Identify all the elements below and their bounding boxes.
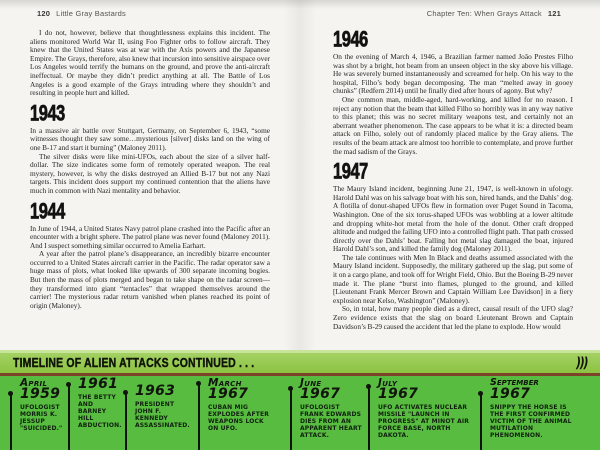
right-page-body [333, 29, 573, 331]
timeline-entry [366, 378, 478, 450]
entry-description: UFO ACTIVATES NUCLEAR MISSILE "LAUNCH IN PROGRESS" AT MINOT AIR FORCE BASE, NORTH DAKOTA. [378, 403, 470, 439]
entry-content [490, 378, 580, 450]
timeline-entries [0, 376, 600, 450]
left-page-header [30, 9, 270, 18]
body-paragraph: One common man, middle-aged, hard-working, and killed for no reason. I reject any notion that the beam that killed Filho so horribly was in any way native to this planet; this was no secret military weapons test, and certainly not an aberrant weather phenomenon. The case appears to be what it is: a directed beam attack on Filho, solely out of randomly placed malice by the Gray aliens. The results of the beam attack are almost too horrible to contemplate, and prove further the mad sadism of the Grays. [333, 94, 573, 156]
pin-line [480, 395, 482, 450]
body-paragraph: The Maury Island incident, beginning June 21, 1947, is well-known in ufology. Harold Dahl was on his salvage boat with his son, hired hands, and the Dahls’ dog. A flotilla of donut-shaped UFOs flew in formation over Puget Sound in Tacoma, Washington. One of the six torus-shaped UFOs was wobbling at a lower altitude and dropping white-hot metal from the hole of the donut. Other craft dropped altitude and nudged the failing UFO into a controlled flight path. That path crossed directly over the Dahls’ boat. Falling hot metal slag damaged the boat, injured Harold Dahl’s son, and killed the family dog (Maloney 2011). [333, 184, 573, 254]
timeline-strip [0, 350, 600, 450]
entry-date-year: 1959 [20, 386, 61, 402]
left-page-body [30, 29, 270, 310]
entry-content [208, 378, 270, 450]
body-paragraph: The tale continues with Men In Black and deaths assumed associated with the Maury Island incident. Supposedly, the military gathered up the slag, put some of it on a cargo plane, and took off for Wright Field, Ohio. But the Boeing B-29 never made it. The plane “burst into flames, plunged to the ground, and killed [Lieutenant Frank Mercer Brown and Captain William Lee Davidson] in a fiery explosion near Kelso, Washington” (Maloney). [333, 252, 573, 305]
entry-date-year: 1967 [378, 386, 419, 402]
page-number-left: 120 [37, 9, 51, 18]
year-heading-1946: 1946 [333, 27, 368, 52]
body-paragraph: So, in total, how many people died as a direct, causal result of the UFO slag? Zero evidence exists that the slag on board Lieutenant Brown and Captain Davidson’s B-29 caused the accident that led the plane to explode. How would [333, 304, 573, 331]
entry-content [300, 378, 364, 450]
entry-date-year: 1963 [135, 383, 176, 399]
right-page-header [333, 9, 573, 18]
timeline-pin [478, 378, 487, 450]
entry-description: CUBAN MIG EXPLODES AFTER WEAPONS LOCK ON UFO. [208, 403, 269, 432]
entry-date-year: 1967 [300, 386, 341, 402]
page-number-right: 121 [547, 9, 561, 18]
pin-line [290, 390, 292, 450]
entry-description: UFOLOGIST FRANK EDWARDS DIES FROM AN APPARENT HEART ATTACK. [300, 403, 362, 439]
timeline-pin [8, 378, 17, 450]
entry-date-month: September [490, 377, 539, 388]
entry-date-month: April [20, 377, 48, 389]
year-heading-1944: 1944 [30, 199, 65, 223]
entry-description: THE BETTY AND BARNEY HILL ABDUCTION. [78, 393, 122, 429]
timeline-entry [288, 378, 366, 450]
timeline-pin [288, 378, 297, 450]
body-paragraph: In June of 1944, a United States Navy patrol plane crashed into the Pacific after an encounter with a bright sphere. The patrol plane was never found (Maloney 2011). And I suspect something similar occurred to Amelia Earhart. [30, 223, 270, 250]
triple-chevron-icon: ))) [575, 354, 587, 372]
entry-date-year: 1967 [490, 386, 531, 402]
right-page [333, 9, 573, 352]
timeline-pin [366, 378, 375, 450]
body-paragraph: A year after the patrol plane’s disappearance, an incredibly bizarre encounter occurred to a United States aircraft carrier in the Pacific. The radar operator saw a huge mass of plots, what looked like upwards of 300 separate incoming bogies. But then the mass of plots merged and began to take shape on the radar screen—they transformed into giant “tentacles” that wrapped themselves around the carrier! The mysterious radar return vanished when planes reached its point of origin (Maloney). [30, 249, 270, 310]
chapter-title: Chapter Ten: When Grays Attack [426, 9, 542, 18]
entry-date-year: 1961 [78, 376, 119, 392]
timeline-banner-title: TIMELINE OF ALIEN ATTACKS CONTINUED . . . [13, 355, 255, 371]
timeline-entry [123, 378, 196, 450]
body-paragraph: On the evening of March 4, 1946, a Brazilian farmer named João Prestes Filho was shot by a bright, hot beam from an unseen object in the sky above his village. He was severely burned instantaneously and screamed for help. On his way to the hospital, Filho’s body began decomposing. The man “melted away in gooey chunks” (Redfern 2014) until he finally died after hours of agony. But why? [333, 52, 573, 96]
pin-line [68, 386, 70, 450]
pin-line [125, 394, 127, 450]
timeline-entry [196, 378, 288, 450]
book-title: Little Gray Bastards [56, 9, 126, 18]
body-paragraph: I do not, however, believe that thoughtlessness explains this incident. The aliens monitored World War II, using Foo Fighter orbs to follow aircraft. They knew that the United States was at war with the Axis powers and the Japanese Empire. The Grays, therefore, also knew that incursion into sensitive airspace over Los Angeles would terrify the humans on the ground, and prove the anti-aircraft ineffectual. Or maybe they didn’t predict anything at all. The Battle of Los Angeles is a good example of the Grays intruding where they shouldn’t and resulting in people hurt and killed. [30, 28, 270, 98]
body-paragraph: In a massive air battle over Stuttgart, Germany, on September 6, 1943, “some witnesses thought they saw some…mysterious [silver] disks land on the wing of one B-17 and start it burning” (Maloney 2011). [30, 125, 270, 152]
pin-line [368, 388, 370, 450]
timeline-pin [123, 378, 132, 450]
entry-date-month: March [208, 377, 242, 389]
timeline-pin [196, 378, 205, 450]
page-gutter-shadow [284, 0, 316, 352]
entry-content [378, 378, 474, 450]
left-page [30, 9, 270, 352]
entry-description: SNIPPY THE HORSE IS THE FIRST CONFIRMED VICTIM OF THE ANIMAL MUTILATION PHENOMENON. [490, 403, 572, 439]
entry-date-month: July [378, 377, 398, 389]
timeline-entry [478, 378, 596, 450]
timeline-entry [8, 378, 66, 450]
timeline-pin [66, 378, 75, 450]
entry-content [20, 378, 62, 450]
year-heading-1947: 1947 [333, 159, 368, 184]
year-heading-1943: 1943 [30, 101, 65, 126]
entry-content [135, 385, 190, 450]
timeline-banner [0, 353, 600, 373]
entry-description: PRESIDENT JOHN F. KENNEDY ASSASSINATED. [135, 400, 190, 429]
pin-line [198, 385, 200, 450]
pin-line [10, 395, 12, 450]
timeline-entry [66, 378, 123, 450]
body-paragraph: The silver disks were like mini-UFOs, each about the size of a silver half-dollar. The size indicates some form of remotely operated weapon. The real mystery, however, is why the disks destroyed an Allied B-17 but not any Nazi targets. This incident does support my continued contention that the aliens have much in common with Nazi mentality and behavior. [30, 151, 270, 195]
entry-description: UFOLOGIST MORRIS K. JESSUP "SUICIDED." [20, 403, 63, 432]
entry-content [78, 378, 120, 450]
entry-date-year: 1967 [208, 386, 249, 402]
entry-date-month: June [300, 377, 322, 389]
